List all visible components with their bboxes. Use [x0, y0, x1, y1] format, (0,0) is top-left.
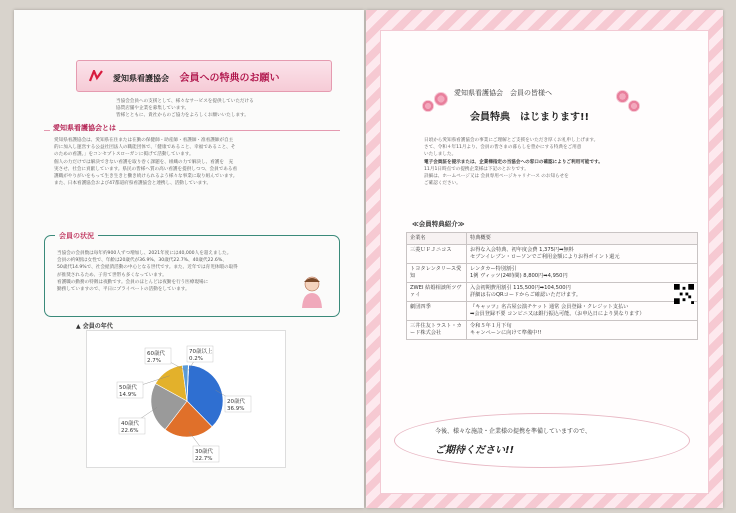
detail-line: 令和５年１月下旬 — [470, 323, 512, 329]
detail-line: 詳細は右のQRコードからご確認いただけます。 — [470, 292, 582, 298]
status-line: 当協会の会員数は毎年約900人ずつ増加し、2021年度には40,000人を超えました。 — [57, 251, 232, 256]
about-line: のための看護。」をコンセプトスローガンに掲げて活動しています。 — [54, 152, 194, 158]
closing-message-bubble — [394, 413, 690, 468]
body-line: 詳細は、ホームページ又は 会員専用ページキャリナース のお知らせを — [424, 174, 569, 180]
col-company-header: 企業名 — [407, 233, 467, 245]
detail-cell — [467, 321, 698, 340]
notice-body — [424, 137, 694, 187]
body-line: さて、令和４年11月より、会員の皆さまの暮らしを豊かにする特典をご用意 — [424, 145, 582, 151]
rose-decoration-icon — [628, 100, 640, 112]
pie-label-text: 70歳以上 — [189, 349, 213, 355]
pie-label-text: 40歳代 — [121, 421, 139, 427]
detail-line: レンタカー特別割引 — [470, 266, 517, 272]
banner-org: 愛知県看護協会 — [113, 74, 169, 83]
status-line: 看護職の勤務の特徴は夜勤です。会員のほとんどは夜勤を行う医療現場に — [57, 279, 209, 285]
chart-heading: ▲ 会員の年代 — [76, 323, 113, 330]
detail-cell — [467, 302, 698, 321]
rose-decoration-icon — [434, 92, 448, 106]
association-logo-icon — [89, 70, 103, 82]
table-row — [407, 264, 698, 283]
detail-line: 1例 ヴィッツ(24時間) 8,800円➡4,950円 — [470, 273, 568, 279]
detail-line: 『キャッツ』名古屋公演チケット 通常 会員登録・クレジット支払い — [470, 304, 629, 310]
status-line: 50歳代14.9%で、社会経済活動の中心となる世代です。また、近年では育児休暇の取得 — [57, 265, 238, 271]
pie-value-text: 0.2% — [189, 356, 203, 362]
detail-cell — [467, 245, 698, 264]
notice-title: 会員特典 はじまります!! — [470, 112, 590, 123]
company-cell: ZWEI 結婚相談所ツヴァイ — [407, 283, 467, 302]
table-header-row — [407, 233, 698, 245]
detail-line: 入会初期費用割引 115,500円➡104,500円 — [470, 285, 571, 291]
intro-text — [116, 98, 336, 120]
closing-line: 今後、様々な施設・企業様の提携を準備していますので、 — [435, 428, 591, 435]
age-pie-chart — [86, 330, 286, 468]
chart-heading-text: 会員の年代 — [82, 323, 113, 330]
benefit-table — [406, 232, 698, 340]
pie-value-text: 2.7% — [147, 358, 161, 364]
status-body — [57, 250, 297, 293]
about-line: また、日本看護協会および47都道府県看護協会と連携し、活動しています。 — [54, 181, 212, 187]
left-flyer-page — [14, 10, 364, 508]
pie-value-text: 22.6% — [121, 428, 139, 434]
table-row — [407, 321, 698, 340]
banner-text — [113, 69, 279, 84]
pie-value-text: 22.7% — [195, 456, 213, 462]
pie-value-text: 36.9% — [227, 406, 245, 412]
company-cell: 三井住友トラスト・カード株式会社 — [407, 321, 467, 340]
table-row — [407, 283, 698, 302]
notice-header: 愛知県看護協会 会員の皆様へ — [454, 89, 552, 97]
table-row — [407, 245, 698, 264]
pie-value-text: 14.9% — [119, 392, 137, 398]
intro-line: 協賛店舗や企業を募集しています。 — [116, 106, 190, 112]
company-cell: トヨタレンタリース愛知 — [407, 264, 467, 283]
qr-code-icon[interactable] — [674, 284, 694, 304]
about-heading: 愛知県看護協会とは — [50, 123, 119, 133]
status-line: 勤務していますので、平日にプライベートの活動をしています。 — [57, 287, 190, 293]
detail-cell — [467, 264, 698, 283]
banner-title: 会員への特典のお願い — [179, 73, 280, 84]
body-line: 日頃から愛知県看護協会の事業にご理解とご支援をいただき厚くお礼申し上げます。 — [424, 138, 599, 143]
about-line: 実させ、社会に貢献しています。県民の皆様へ質の高い看護を提供しつつ、会員である看 — [54, 166, 238, 172]
detail-line: セブンイレブン・ローソンでご利用金額によりお得ポイント還元 — [470, 254, 620, 260]
detail-cell — [467, 283, 698, 302]
about-line: 的に加入し運営する公益社団法人の職能団体で、「健康であること、幸福であること、そ — [54, 145, 236, 151]
pie-svg — [87, 331, 287, 469]
rose-decoration-icon — [616, 90, 629, 103]
table-row — [407, 302, 698, 321]
company-cell: 三菱ＵＦＪニコス — [407, 245, 467, 264]
title-banner — [76, 60, 332, 92]
about-line: 愛知県看護協会は、愛知県在住または在勤の保健師・助産師・看護師・准看護師が自主 — [54, 138, 234, 143]
body-line: 11月1日時点での提携企業様は下記のとおりです。 — [424, 166, 529, 172]
about-section — [44, 124, 340, 224]
body-line: ご確認ください。 — [424, 181, 461, 187]
pie-label-text: 30歳代 — [195, 449, 213, 455]
company-cell: 劇団四季 — [407, 302, 467, 321]
status-line: 会員の約9割は女性で、年齢は20歳代が36.9%、30歳代22.7%、40歳代22.6%、 — [57, 258, 227, 264]
pie-label-text: 60歳代 — [147, 351, 165, 357]
right-flyer-page — [366, 10, 723, 508]
about-body — [54, 137, 338, 187]
pie-label-text: 50歳代 — [119, 385, 137, 391]
detail-line: ➡会員登録不要 コンビニ又は銀行振込可能。（お申込日により異なります） — [470, 311, 645, 317]
member-status-section — [44, 232, 340, 317]
table-heading: ≪会員特典紹介≫ — [412, 220, 465, 228]
col-detail-header: 特典概要 — [467, 233, 698, 245]
intro-line: 皆様とともに、貴社からのご協力をよろしくお願いいたします。 — [116, 113, 249, 119]
status-line: が推奨されるため、子育て世帯も多くなっています。 — [57, 272, 167, 278]
body-line: いたしました。 — [424, 152, 457, 158]
status-heading: 会員の状況 — [55, 231, 98, 241]
pie-label-text: 20歳代 — [227, 399, 245, 405]
nurse-illustration-icon — [299, 274, 325, 308]
rose-decoration-icon — [422, 100, 434, 112]
about-line: 個人の力だけでは解決できない看護を取り巻く課題を、組織の力で解決し、看護を 充 — [54, 159, 234, 165]
closing-big-text: ご期待ください!! — [435, 445, 515, 456]
about-line: 護職がやりがいをもって生き生きと働き続けられるよう様々な事業に取り組んでいます。 — [54, 174, 238, 180]
body-line: 電子会員証を提示または、企業様指定の当協会への窓口の確認によりご利用可能です。 — [424, 159, 603, 165]
detail-line: お得な入会特典、初年度会費 1,375円➡無料 — [470, 247, 574, 253]
intro-line: 当協会会員への支援として、様々なサービスを提供していただける — [116, 99, 254, 104]
detail-line: キャンペーンに向けて準備中!! — [470, 330, 542, 336]
